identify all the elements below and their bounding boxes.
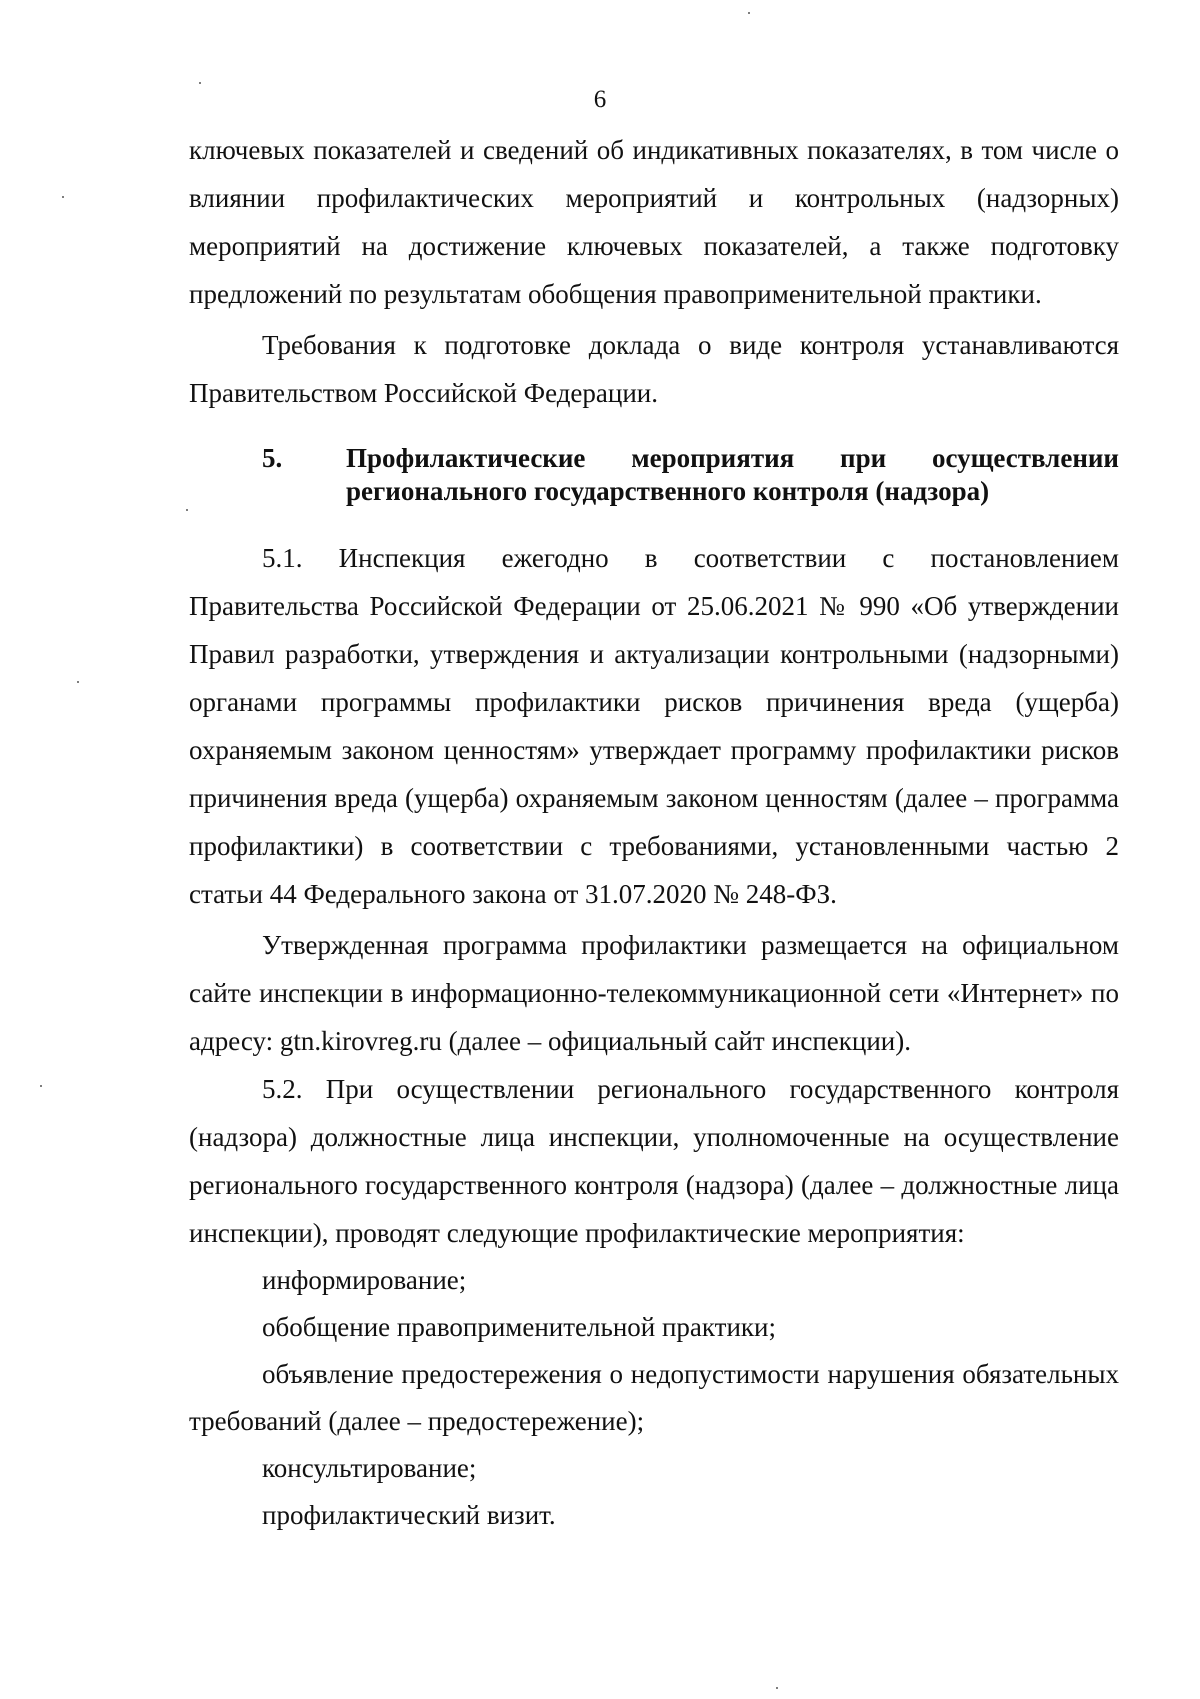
scan-speck bbox=[186, 509, 188, 511]
section-title-line-1: Профилактические мероприятия при осуществлении bbox=[346, 443, 1119, 473]
paragraph-key-indicators: ключевых показателей и сведений об индикативных показателях, в том числе о влиянии профилактических мероприятий и контрольных (надзорных) мероприятий на достижение ключевых показателей, а также подготовку предложений по результатам обобщения правоприменительной практики. bbox=[189, 135, 1119, 309]
scan-speck bbox=[40, 1085, 42, 1087]
measure-item: профилактический визит. bbox=[262, 1500, 556, 1530]
section-title-line-2: регионального государственного контроля (надзора) bbox=[346, 476, 990, 506]
measure-item: обобщение правоприменительной практики; bbox=[262, 1312, 776, 1342]
section-title bbox=[346, 442, 1119, 508]
scan-speck bbox=[776, 1687, 778, 1689]
document-body bbox=[189, 126, 1119, 1539]
scan-speck bbox=[62, 196, 64, 198]
measure-item: объявление предостережения о недопустимости нарушения обязательных требований (далее – предостережение); bbox=[189, 1359, 1119, 1436]
paragraph-report-requirements: Требования к подготовке доклада о виде контроля устанавливаются Правительством Российской Федерации. bbox=[189, 330, 1119, 408]
section-heading bbox=[189, 442, 1119, 508]
clause-5-1-publication: Утвержденная программа профилактики размещается на официальном сайте инспекции в информационно-телекоммуникационной сети «Интернет» по адресу: gtn.kirovreg.ru (далее – официальный сайт инспекции). bbox=[189, 930, 1119, 1056]
scan-speck bbox=[77, 681, 79, 683]
clause-5-1: 5.1. Инспекция ежегодно в соответствии с постановлением Правительства Российской Федерации от 25.06.2021 № 990 «Об утверждении Правил разработки, утверждения и актуализации контрольными (надзорными) органами программы профилактики рисков причинения вреда (ущерба) охраняемым законом ценностям» утверждает программу профилактики рисков причинения вреда (ущерба) охраняемым законом ценностям (далее – программа профилактики) в соответствии с требованиями, установленными частью 2 статьи 44 Федерального закона от 31.07.2020 № 248-ФЗ. bbox=[189, 543, 1119, 909]
measure-item: информирование; bbox=[262, 1265, 467, 1295]
clause-5-2: 5.2. При осуществлении регионального государственного контроля (надзора) должностные лица инспекции, уполномоченные на осуществление регионального государственного контроля (надзора) (далее – должностные лица инспекции), проводят следующие профилактические мероприятия: bbox=[189, 1074, 1119, 1248]
page-number: 6 bbox=[593, 86, 607, 113]
measure-item: консультирование; bbox=[262, 1453, 477, 1483]
scan-speck bbox=[748, 12, 750, 14]
section-number: 5. bbox=[262, 443, 283, 473]
scan-speck bbox=[199, 82, 201, 84]
